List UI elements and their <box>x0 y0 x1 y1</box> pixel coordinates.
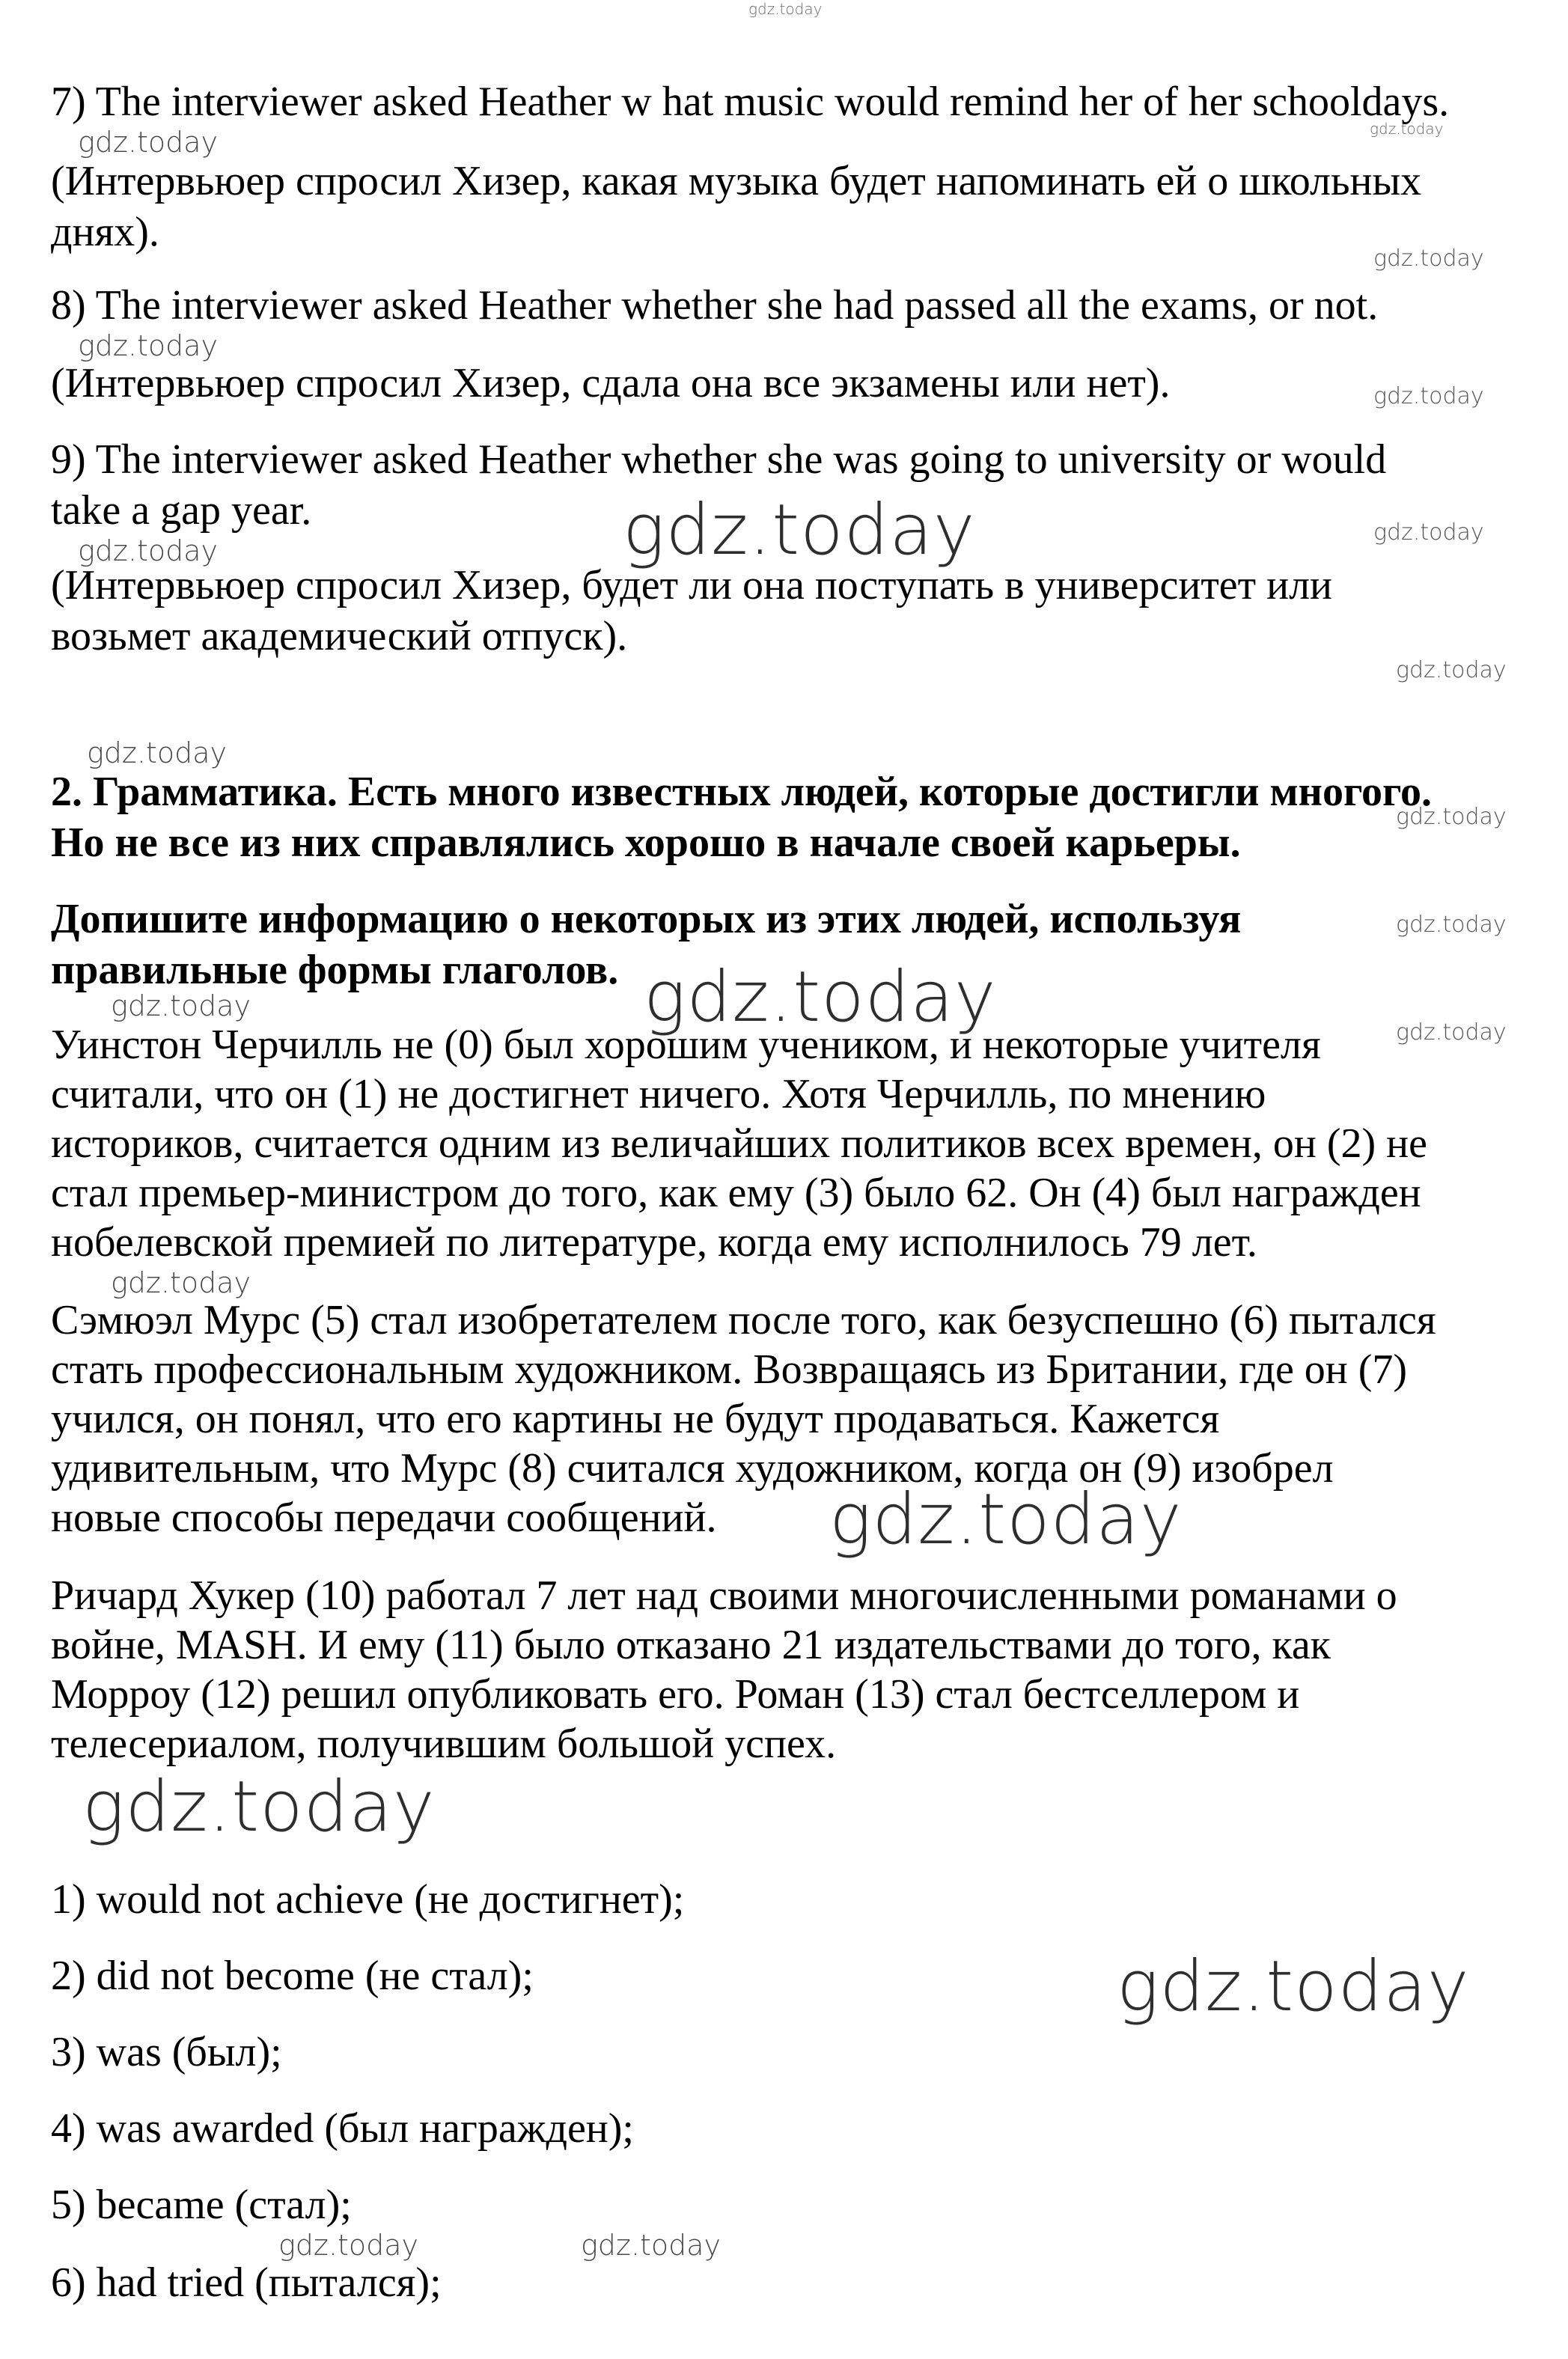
paragraph-1-line: историков, считается одним из величайших политиков всех времен, он (2) не <box>51 1120 1427 1167</box>
item-8-russian: (Интервьюер спросил Хизер, сдала она все экзамены или нет). <box>51 360 1171 406</box>
item-7-english: 7) The interviewer asked Heather w hat music would remind her of her schooldays. <box>51 79 1450 125</box>
watermark-text: gdz.today <box>78 329 218 362</box>
paragraph-1-line: считали, что он (1) не достигнет ничего. Хотя Черчилль, по мнению <box>51 1071 1266 1117</box>
watermark-text: gdz.today <box>78 534 218 567</box>
paragraph-1-line: Уинстон Черчилль не (0) был хорошим учеником, и некоторые учителя <box>51 1022 1321 1068</box>
watermark-text: gdz.today <box>1117 1946 1470 2027</box>
answer-item: 5) became (стал); <box>51 2182 352 2228</box>
paragraph-2-line: стать профессиональным художником. Возвращаясь из Британии, где он (7) <box>51 1346 1408 1393</box>
watermark-text: gdz.today <box>78 126 218 159</box>
paragraph-3-line: Морроу (12) решил опубликовать его. Роман (13) стал бестселлером и <box>51 1671 1300 1718</box>
paragraph-2-line: новые способы передачи сообщений. <box>51 1495 717 1541</box>
task-2-heading-line-1: 2. Грамматика. Есть много известных людей, которые достигли многого. <box>51 769 1433 815</box>
task-2-instruction-line-2: правильные формы глаголов. <box>51 947 619 993</box>
paragraph-3-line: Ричард Хукер (10) работал 7 лет над своими многочисленными романами о <box>51 1572 1397 1619</box>
watermark-text: gdz.today <box>278 2229 418 2262</box>
answer-item: 6) had tried (пытался); <box>51 2259 442 2306</box>
watermark-text: gdz.today <box>1396 804 1507 830</box>
watermark-text: gdz.today <box>1373 383 1484 409</box>
paragraph-1-line: стал премьер-министром до того, как ему (3) было 62. Он (4) был награжден <box>51 1170 1421 1216</box>
item-9-english-line-1: 9) The interviewer asked Heather whether she was going to university or would <box>51 436 1387 483</box>
answer-item: 4) was awarded (был награжден); <box>51 2105 634 2152</box>
watermark-text: gdz.today <box>111 989 251 1022</box>
item-8-english: 8) The interviewer asked Heather whether she had passed all the exams, or not. <box>51 282 1379 329</box>
watermark-text: gdz.today <box>1396 912 1507 938</box>
watermark-text: gdz.today <box>87 736 227 769</box>
watermark-text: gdz.today <box>1373 519 1484 546</box>
paragraph-3-line: войне, MASH. И ему (11) было отказано 21 издательствами до того, как <box>51 1622 1331 1668</box>
watermark-text: gdz.today <box>581 2229 721 2262</box>
watermark-text: gdz.today <box>1396 1019 1507 1046</box>
paragraph-2-line: учился, он понял, что его картины не будут продаваться. Кажется <box>51 1396 1220 1442</box>
watermark-text: gdz.today <box>829 1479 1183 1560</box>
watermark-text: gdz.today <box>82 1766 436 1848</box>
answer-item: 2) did not become (не стал); <box>51 1953 534 1999</box>
item-9-russian-line-2: возьмет академический отпуск). <box>51 613 628 659</box>
watermark-text: gdz.today <box>111 1266 251 1299</box>
item-9-english-line-2: take a gap year. <box>51 487 312 534</box>
paragraph-3-line: телесериалом, получившим большой успех. <box>51 1721 837 1767</box>
watermark-text: gdz.today <box>748 0 823 18</box>
watermark-text: gdz.today <box>1396 657 1507 683</box>
item-7-russian-line-1: (Интервьюер спросил Хизер, какая музыка будет напоминать ей о школьных <box>51 158 1422 204</box>
paragraph-1-line: нобелевской премией по литературе, когда ему исполнилось 79 лет. <box>51 1219 1257 1266</box>
answer-item: 1) would not achieve (не достигнет); <box>51 1876 685 1923</box>
watermark-text: gdz.today <box>644 956 997 1038</box>
paragraph-2-line: Сэмюэл Мурс (5) стал изобретателем после того, как безуспешно (6) пытался <box>51 1297 1436 1343</box>
watermark-text: gdz.today <box>1373 245 1484 272</box>
item-9-russian-line-1: (Интервьюер спросил Хизер, будет ли она поступать в университет или <box>51 562 1333 608</box>
answer-item: 3) was (был); <box>51 2029 282 2075</box>
item-7-russian-line-2: днях). <box>51 209 159 255</box>
task-2-instruction-line-1: Допишите информацию о некоторых из этих людей, используя <box>51 896 1242 942</box>
paragraph-2-line: удивительным, что Мурс (8) считался художником, когда он (9) изобрел <box>51 1445 1334 1492</box>
watermark-text: gdz.today <box>623 489 976 571</box>
watermark-text: gdz.today <box>1370 120 1444 138</box>
task-2-heading-line-2: Но не все из них справлялись хорошо в начале своей карьеры. <box>51 820 1241 866</box>
